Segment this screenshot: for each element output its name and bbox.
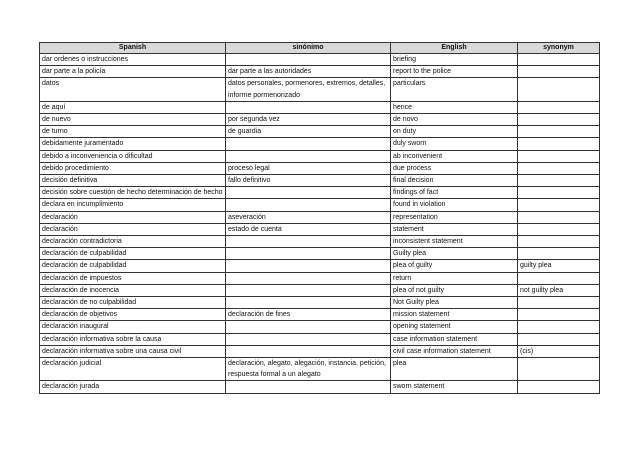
cell-spanish: dar ordenes o instrucciones: [40, 54, 226, 66]
cell-synonym: [518, 358, 600, 381]
cell-spanish: de nuevo: [40, 114, 226, 126]
cell-spanish: debidamente juramentado: [40, 138, 226, 150]
cell-sinonimo: estado de cuenta: [226, 223, 391, 235]
cell-synonym: [518, 78, 600, 101]
cell-synonym: [518, 297, 600, 309]
column-header-spanish: Spanish: [40, 43, 226, 54]
cell-spanish: declaración de no culpabilidad: [40, 297, 226, 309]
cell-spanish: declaración informativa sobre la causa: [40, 333, 226, 345]
cell-english: due process: [391, 162, 518, 174]
cell-english: final decision: [391, 175, 518, 187]
table-row: [40, 358, 600, 381]
table-row: [40, 321, 600, 333]
cell-sinonimo: de guardia: [226, 126, 391, 138]
cell-english: opening statement: [391, 321, 518, 333]
cell-english: return: [391, 272, 518, 284]
cell-sinonimo: [226, 248, 391, 260]
table-row: [40, 78, 600, 101]
table-row: [40, 66, 600, 78]
cell-sinonimo: dar parte a las autoridades: [226, 66, 391, 78]
cell-sinonimo: declaración de fines: [226, 309, 391, 321]
cell-synonym: [518, 248, 600, 260]
cell-spanish: declaración de objetivos: [40, 309, 226, 321]
cell-synonym: [518, 114, 600, 126]
column-header-synonym: synonym: [518, 43, 600, 54]
cell-sinonimo: [226, 54, 391, 66]
table-row: [40, 309, 600, 321]
cell-spanish: de turno: [40, 126, 226, 138]
table-row: [40, 162, 600, 174]
table-row: [40, 150, 600, 162]
cell-english: sworn statement: [391, 381, 518, 393]
cell-english: mission statement: [391, 309, 518, 321]
cell-english: found in violation: [391, 199, 518, 211]
cell-english: inconsistent statement: [391, 236, 518, 248]
column-header-english: English: [391, 43, 518, 54]
cell-spanish: declaración judicial: [40, 358, 226, 381]
cell-english: plea: [391, 358, 518, 381]
cell-sinonimo: [226, 260, 391, 272]
cell-synonym: [518, 126, 600, 138]
cell-spanish: declaración inaugural: [40, 321, 226, 333]
cell-spanish: declaración informativa sobre una causa civil: [40, 345, 226, 357]
cell-spanish: decisión sobre cuestión de hecho determinación de hecho: [40, 187, 226, 199]
table-row: [40, 114, 600, 126]
cell-synonym: [518, 187, 600, 199]
cell-spanish: decisión definitiva: [40, 175, 226, 187]
table-row: [40, 54, 600, 66]
cell-english: statement: [391, 223, 518, 235]
cell-sinonimo: fallo definitivo: [226, 175, 391, 187]
column-header-sinonimo: sinónimo: [226, 43, 391, 54]
cell-sinonimo: [226, 236, 391, 248]
cell-sinonimo: [226, 272, 391, 284]
cell-spanish: declara en incumplimiento: [40, 199, 226, 211]
cell-sinonimo: datos personales, pormenores, extremos, detalles, informe pormenorizado: [226, 78, 391, 101]
table-row: [40, 199, 600, 211]
cell-synonym: [518, 199, 600, 211]
cell-english: civil case information statement: [391, 345, 518, 357]
cell-sinonimo: [226, 138, 391, 150]
cell-sinonimo: [226, 333, 391, 345]
cell-sinonimo: [226, 150, 391, 162]
cell-sinonimo: [226, 381, 391, 393]
table-row: [40, 248, 600, 260]
cell-spanish: declaración jurada: [40, 381, 226, 393]
cell-sinonimo: [226, 297, 391, 309]
table-row: [40, 211, 600, 223]
cell-synonym: [518, 54, 600, 66]
glossary-body: [40, 54, 600, 394]
cell-synonym: [518, 101, 600, 113]
table-row: [40, 284, 600, 296]
table-row: [40, 333, 600, 345]
cell-spanish: declaración de culpabilidad: [40, 260, 226, 272]
cell-english: case information statement: [391, 333, 518, 345]
cell-spanish: declaración: [40, 211, 226, 223]
cell-synonym: [518, 272, 600, 284]
table-row: [40, 126, 600, 138]
table-row: [40, 187, 600, 199]
cell-sinonimo: aseveración: [226, 211, 391, 223]
cell-synonym: [518, 309, 600, 321]
cell-english: hence: [391, 101, 518, 113]
cell-sinonimo: declaración, alegato, alegación, instancia, petición, respuesta formal a un alegato: [226, 358, 391, 381]
cell-synonym: [518, 150, 600, 162]
cell-synonym: [518, 236, 600, 248]
cell-spanish: datos: [40, 78, 226, 101]
cell-english: report to the police: [391, 66, 518, 78]
cell-english: ab inconvenient: [391, 150, 518, 162]
cell-english: de novo: [391, 114, 518, 126]
cell-synonym: (cis): [518, 345, 600, 357]
table-row: [40, 236, 600, 248]
table-row: [40, 175, 600, 187]
cell-spanish: de aquí: [40, 101, 226, 113]
cell-spanish: declaración contradictoria: [40, 236, 226, 248]
table-row: [40, 223, 600, 235]
cell-sinonimo: [226, 345, 391, 357]
cell-spanish: debido procedimiento: [40, 162, 226, 174]
table-row: [40, 345, 600, 357]
table-row: [40, 138, 600, 150]
cell-english: duly sworn: [391, 138, 518, 150]
cell-spanish: declaración de culpabilidad: [40, 248, 226, 260]
cell-synonym: [518, 223, 600, 235]
cell-english: plea of guilty: [391, 260, 518, 272]
cell-synonym: [518, 211, 600, 223]
table-row: [40, 381, 600, 393]
glossary-table: [39, 42, 600, 394]
cell-synonym: [518, 175, 600, 187]
cell-english: plea of not guilty: [391, 284, 518, 296]
cell-synonym: [518, 66, 600, 78]
cell-sinonimo: [226, 284, 391, 296]
cell-english: briefing: [391, 54, 518, 66]
table-row: [40, 101, 600, 113]
cell-sinonimo: [226, 199, 391, 211]
cell-english: on duty: [391, 126, 518, 138]
cell-sinonimo: [226, 101, 391, 113]
cell-english: Not Guilty plea: [391, 297, 518, 309]
cell-english: Guilty plea: [391, 248, 518, 260]
cell-english: findings of fact: [391, 187, 518, 199]
table-row: [40, 272, 600, 284]
cell-english: representation: [391, 211, 518, 223]
cell-synonym: [518, 381, 600, 393]
cell-sinonimo: proceso legal: [226, 162, 391, 174]
cell-english: particulars: [391, 78, 518, 101]
cell-sinonimo: [226, 321, 391, 333]
cell-synonym: [518, 162, 600, 174]
header-row: [40, 43, 600, 54]
cell-spanish: declaración de inocencia: [40, 284, 226, 296]
cell-spanish: declaración de impuestos: [40, 272, 226, 284]
cell-spanish: debido a inconveniencia o dificultad: [40, 150, 226, 162]
cell-sinonimo: por segunda vez: [226, 114, 391, 126]
table-row: [40, 260, 600, 272]
cell-synonym: [518, 138, 600, 150]
cell-synonym: not guilty plea: [518, 284, 600, 296]
cell-spanish: dar parte a la policía: [40, 66, 226, 78]
table-row: [40, 297, 600, 309]
cell-synonym: [518, 333, 600, 345]
cell-spanish: declaración: [40, 223, 226, 235]
cell-synonym: [518, 321, 600, 333]
cell-sinonimo: [226, 187, 391, 199]
cell-synonym: guilty plea: [518, 260, 600, 272]
